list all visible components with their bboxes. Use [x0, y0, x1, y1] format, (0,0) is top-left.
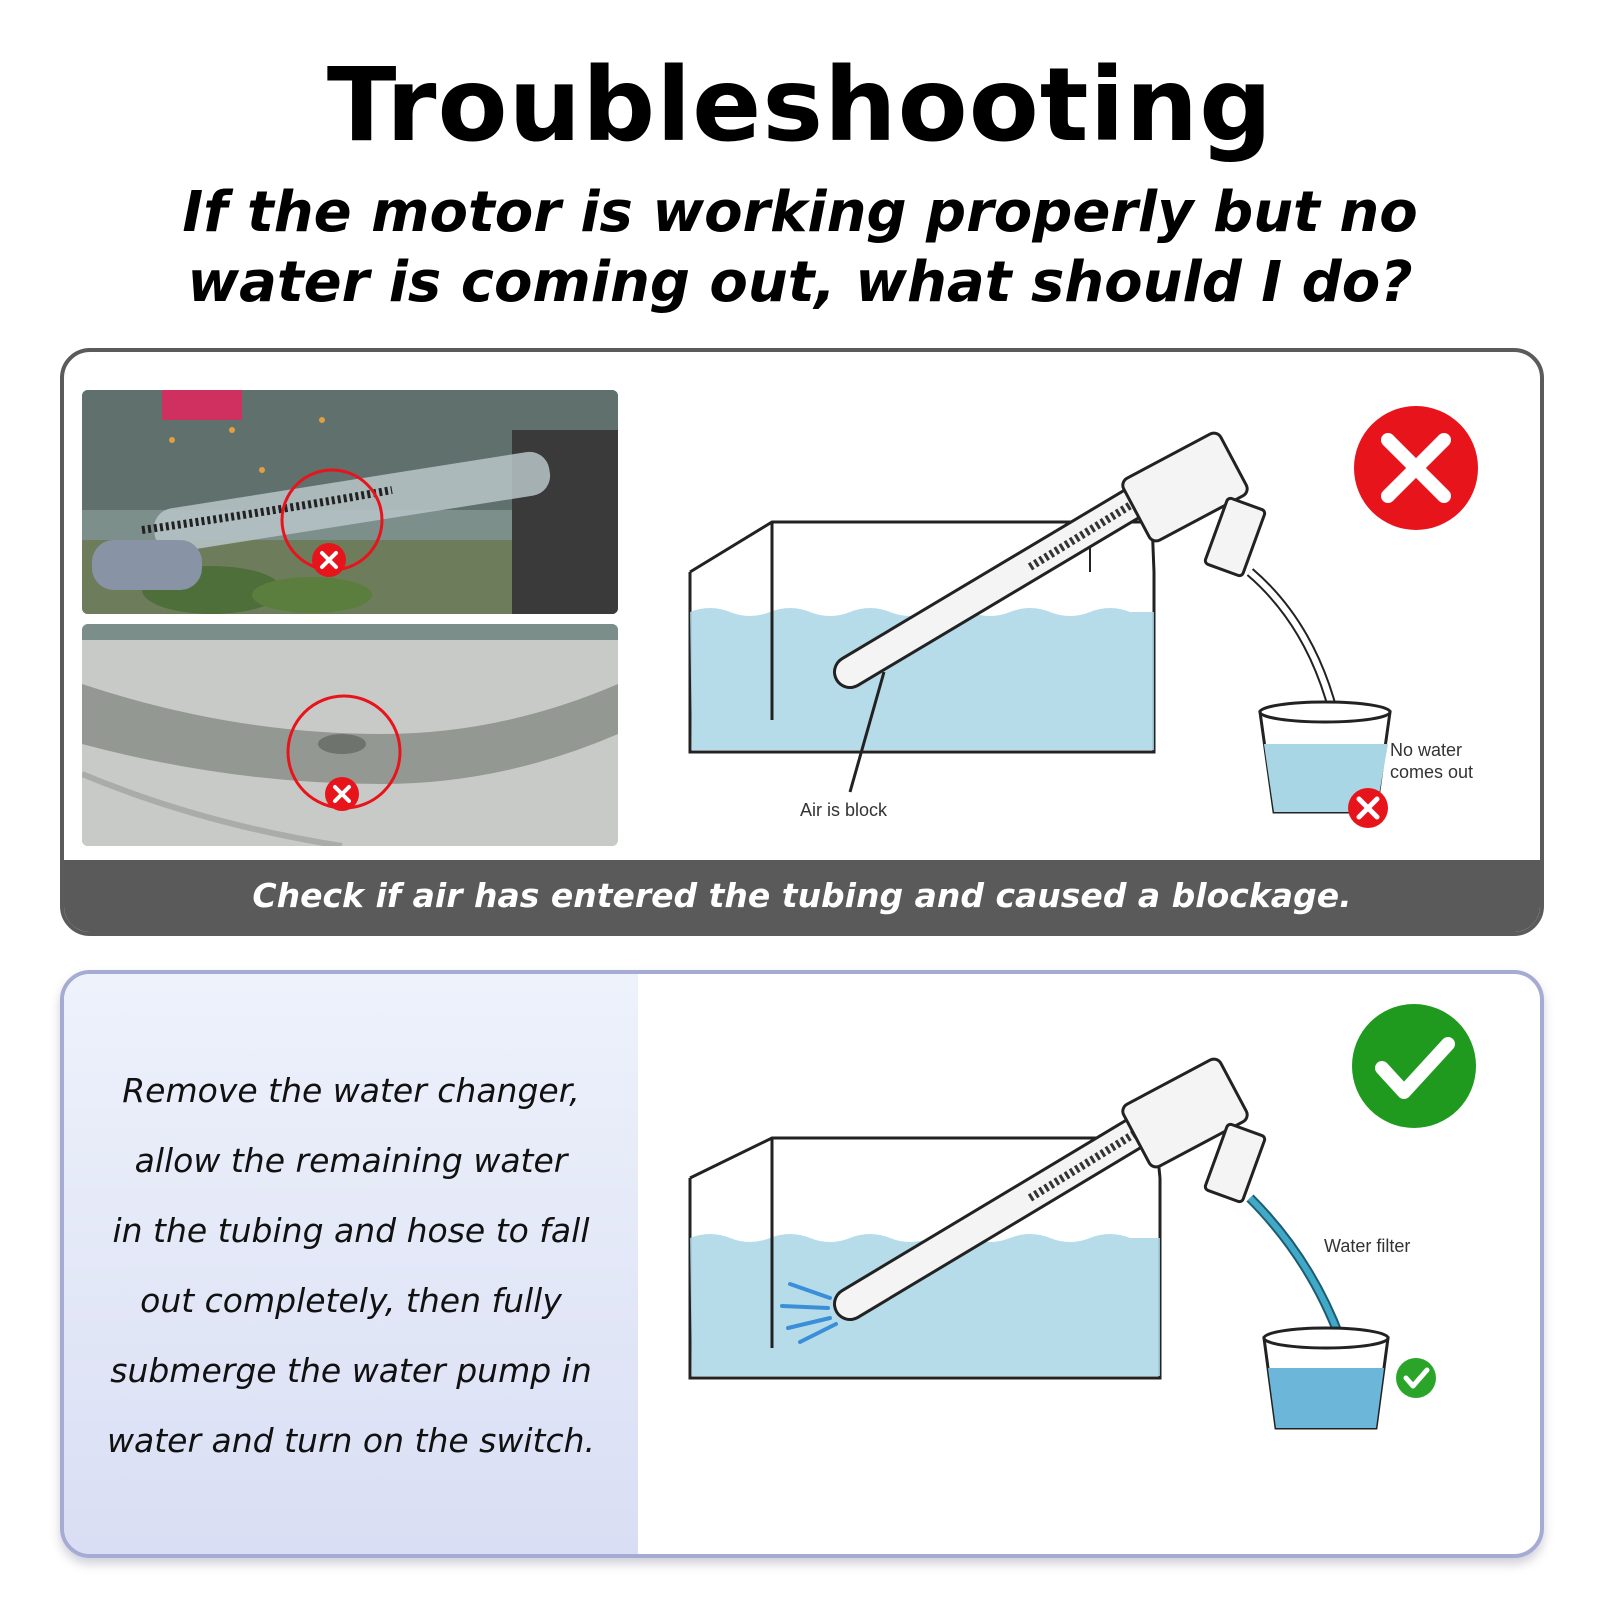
page-title: Troubleshooting	[326, 46, 1274, 165]
problem-highlight-circle-icon	[282, 694, 406, 818]
tubing-photo	[82, 624, 618, 846]
water-flow-diagram	[660, 988, 1532, 1548]
problem-caption: Check if air has entered the tubing and caused a blockage.	[64, 860, 1540, 932]
water-filter-label: Water filter	[1324, 1236, 1411, 1256]
red-cross-icon	[1354, 406, 1478, 530]
air-block-label: Air is block	[800, 800, 888, 820]
instruction-line: Remove the water changer,	[122, 1071, 580, 1110]
no-water-label-line2: comes out	[1390, 762, 1474, 782]
no-water-label-line1: No water	[1390, 740, 1463, 760]
instruction-line: out completely, then fully	[140, 1281, 562, 1320]
small-green-check-icon	[1396, 1358, 1436, 1398]
instruction-box	[64, 974, 638, 1554]
instruction-line: in the tubing and hose to fall	[112, 1211, 590, 1250]
problem-highlight-circle-icon	[277, 462, 387, 582]
instruction-line: submerge the water pump in	[110, 1351, 592, 1390]
air-block-diagram	[660, 372, 1532, 842]
page-subtitle: If the motor is working properly but no water is coming out, what should I do?	[182, 180, 1418, 315]
aquarium-photo	[82, 390, 618, 614]
small-red-cross-icon	[1348, 788, 1388, 828]
green-check-icon	[1352, 1004, 1476, 1128]
instruction-line: allow the remaining water	[134, 1141, 568, 1180]
instruction-text	[84, 1056, 618, 1476]
solution-panel	[60, 970, 1544, 1558]
problem-panel	[60, 348, 1544, 936]
instruction-line: water and turn on the switch.	[107, 1421, 595, 1460]
